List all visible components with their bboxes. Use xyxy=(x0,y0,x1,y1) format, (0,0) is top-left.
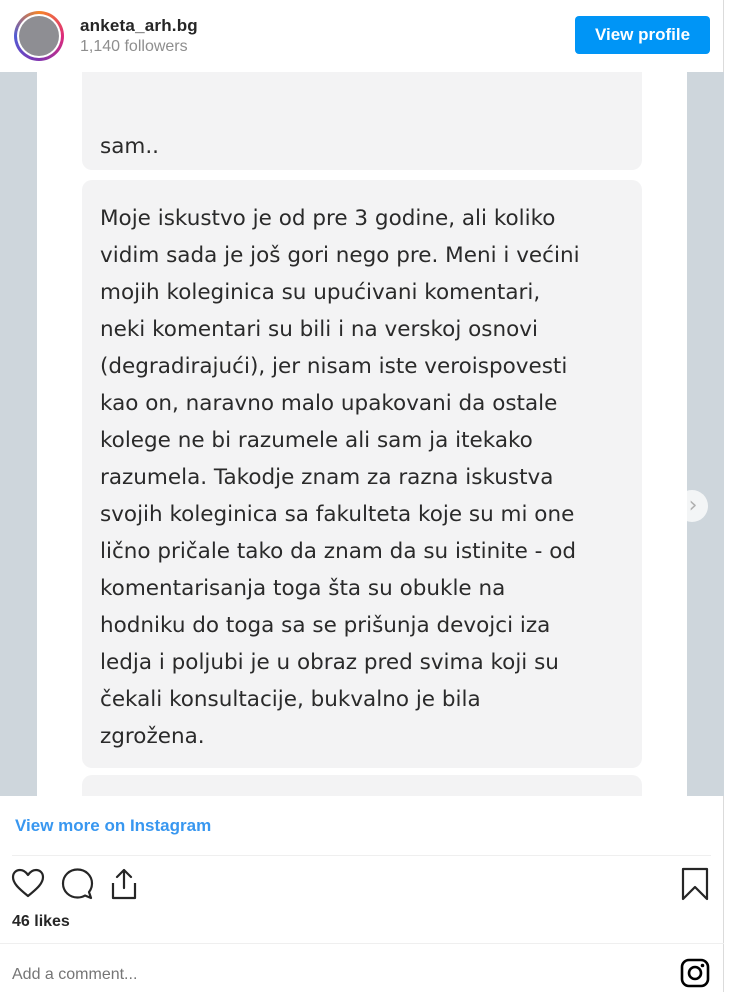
post-image[interactable] xyxy=(0,72,724,796)
action-bar xyxy=(0,866,724,906)
heart-icon[interactable] xyxy=(10,866,46,902)
avatar[interactable] xyxy=(14,11,64,61)
bookmark-icon[interactable] xyxy=(677,866,713,902)
follower-count: 1,140 followers xyxy=(80,38,188,55)
message-bubble xyxy=(82,775,642,796)
chevron-right-icon[interactable]: › xyxy=(676,490,708,522)
divider xyxy=(12,855,711,856)
message-bubble xyxy=(82,72,642,170)
message-text: sam.. xyxy=(100,134,159,159)
username[interactable]: anketa_arh.bg xyxy=(80,16,198,35)
like-count[interactable]: 46 likes xyxy=(12,913,70,930)
comment-input[interactable] xyxy=(12,962,612,988)
divider xyxy=(0,943,724,944)
instagram-icon[interactable] xyxy=(679,957,711,989)
view-profile-button[interactable]: View profile xyxy=(575,16,710,54)
view-more-link[interactable]: View more on Instagram xyxy=(15,816,212,835)
share-icon[interactable] xyxy=(106,866,142,902)
post-header xyxy=(0,0,724,72)
screenshot-content xyxy=(37,72,687,796)
message-bubble xyxy=(82,180,642,768)
message-text: Moje iskustvo je od pre 3 godine, ali koliko vidim sada je još gori nego pre. Meni i većini mojih koleginica su upućivani komentari, neki komentari su bili i na verskoj osnovi (degradirajući), jer nisam iste veroispovesti kao on, naravno malo upakovani da ostale kolege ne bi razumele ali sam ja itekako razumela. Takodje znam za razna iskustva svojih koleginica sa fakulteta koje su mi one lično pričale tako da znam da su istinite - od komentarisanja toga šta su obukle na hodniku do toga sa se prišunja devojci iza ledja i poljubi je u obraz pred svima koji su čekali konsultacije, bukvalno je bila zgrožena. xyxy=(100,206,580,749)
comment-icon[interactable] xyxy=(59,866,95,902)
